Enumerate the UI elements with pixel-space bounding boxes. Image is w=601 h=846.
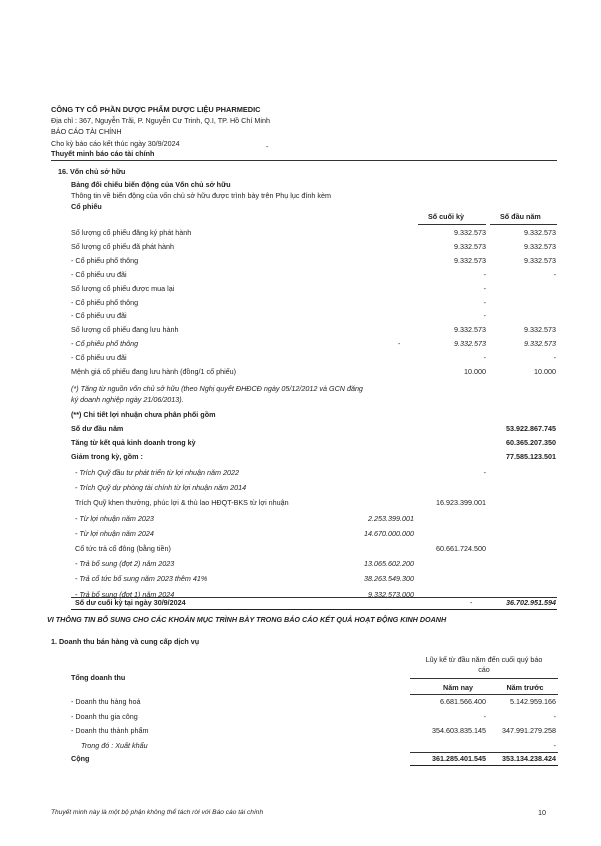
share-row-begin: - [553,269,556,279]
footer-note: Thuyết minh này là một bộ phận không thể tách rời với Báo cáo tài chính [51,809,264,816]
share-row-label: Mệnh giá cổ phiếu đang lưu hành (đồng/1 cổ phiếu) [71,367,237,376]
col-begin-rule [490,224,557,225]
share-row-label: - Cổ phiếu phổ thông [71,297,139,307]
report-period: Cho kỳ báo cáo kết thúc ngày 30/9/2024 [51,139,180,148]
share-row-end: 9.332.573 [454,228,486,237]
share-row-label: - Cổ phiếu phổ thông [71,339,139,349]
notes-title: Thuyết minh báo cáo tài chính [51,149,155,158]
opening-balance-value: 53.922.867.745 [506,424,556,433]
page-number: 10 [538,808,546,817]
share-row-end: - [483,283,486,293]
share-row-begin: 9.332.573 [524,325,556,335]
revenue-col-this: Năm nay [443,683,473,692]
closing-mid-dash: - [470,598,473,607]
report-title: BÁO CÁO TÀI CHÍNH [51,127,122,136]
share-row-mid: - [398,339,401,349]
closing-bottom-rule [71,609,557,610]
revenue-row-this: 6.681.566.400 [440,697,486,706]
revenue-row-prev: - [553,711,556,721]
share-row-label: Số lượng cổ phiếu đăng ký phát hành [71,228,192,237]
decrease-label: Giảm trong kỳ, gồm : [71,452,143,461]
detail-row-label: - Trả bổ sung (đợt 2) năm 2023 [75,559,175,569]
company-address: Địa chỉ : 367, Nguyễn Trãi, P. Nguyễn Cư Trinh, Q.I, TP. Hồ Chí Minh [51,116,270,125]
revenue-header-rule [410,694,558,695]
share-row-begin: 10.000 [534,367,556,376]
profit-heading: (**) Chi tiết lợi nhuận chưa phân phối gồm [71,410,216,419]
detail-row-label: - Từ lợi nhuận năm 2023 [75,513,154,523]
revenue-total-this: 361.285.401.545 [432,754,486,763]
revenue-col-label: Tổng doanh thu [71,673,126,682]
revenue-row-prev: 5.142.959.166 [510,697,556,706]
share-row-label: - Cổ phiếu ưu đãi [71,353,127,363]
share-row-end: 9.332.573 [454,241,486,251]
share-row-label: - Cổ phiếu ưu đãi [71,311,127,321]
section-vi-title: VI THÔNG TIN BỔ SUNG CHO CÁC KHOẢN MỤC TRÌNH BÀY TRONG BÁO CÁO KẾT QUẢ HOẠT ĐỘNG KINH DOANH [47,615,447,624]
section-16-note: Thông tin về biến động của vốn chủ sở hữu được trình bày trên Phụ lục đính kèm [71,191,331,200]
revenue-total-prev: 353.134.238.424 [502,754,556,763]
closing-balance-label: Số dư cuối kỳ tại ngày 30/9/2024 [75,598,186,607]
header-rule [51,160,557,161]
revenue-row-label: Trong đó : Xuất khẩu [81,740,148,750]
section-16-title: 16. Vốn chủ sở hữu [58,167,126,176]
revenue-group-header-2: cáo [478,665,490,674]
detail-row-total: 16.923.399.001 [436,498,486,508]
share-row-begin: 9.332.573 [524,228,556,237]
revenue-row-this: 354.603.835.145 [432,726,486,735]
detail-row-sub: 13.065.602.200 [364,559,414,569]
detail-row-label: - Trích Quỹ đầu tư phát triển từ lợi nhuận năm 2022 [75,468,239,477]
revenue-row-label: - Doanh thu gia công [71,711,138,721]
revenue-row-prev: - [553,740,556,750]
detail-row-label: - Trả bổ sung (đợt 1) năm 2024 [75,589,175,599]
share-row-end: 9.332.573 [454,325,486,335]
detail-row-label: - Trích Quỹ dự phòng tài chính từ lợi nhuận năm 2014 [75,483,247,493]
revenue-total-top-rule [410,752,558,753]
detail-row-total: - [483,468,486,477]
share-row-end: - [483,311,486,321]
share-row-label: - Cổ phiếu ưu đãi [71,269,127,279]
share-row-label: Số lượng cổ phiếu đang lưu hành [71,325,179,335]
share-row-begin: 9.332.573 [524,241,556,251]
revenue-group-rule [410,678,558,679]
section-16-subtitle: Bảng đối chiếu biến động của Vốn chủ sở hữu [71,180,231,189]
detail-row-total: 60.661.724.500 [436,544,486,553]
share-row-begin: 9.332.573 [524,255,556,265]
closing-balance-value: 36.702.951.594 [506,598,556,607]
col-begin-header: Số đầu năm [500,212,541,221]
shares-heading: Cổ phiếu [71,202,102,211]
detail-row-sub: 38.263.549.300 [364,574,414,584]
revenue-total-bottom-rule [410,765,558,766]
footnote-line-1: (*) Tăng từ nguồn vốn chủ sở hữu (theo Nghị quyết ĐHĐCĐ ngày 05/12/2012 và GCN đăng [71,384,363,393]
decrease-value: 77.585.123.501 [506,452,556,461]
share-row-label: Số lượng cổ phiếu được mua lại [71,283,175,293]
detail-row-label: Trích Quỹ khen thưởng, phúc lợi & thù lao HĐQT-BKS từ lợi nhuận [75,498,289,508]
detail-row-sub: 9.332.573.000 [368,589,414,599]
share-row-label: Số lượng cổ phiếu đã phát hành [71,241,175,251]
share-row-begin: 9.332.573 [524,339,556,349]
col-end-header: Số cuối kỳ [428,212,464,221]
revenue-subtitle: 1. Doanh thu bán hàng và cung cấp dịch vụ [51,637,200,646]
increase-value: 60.365.207.350 [506,438,556,447]
detail-row-sub: 2.253.399.001 [368,513,414,523]
revenue-row-this: - [483,711,486,721]
header-dash: - [266,142,269,151]
increase-label: Tăng từ kết quả kinh doanh trong kỳ [71,438,196,447]
share-row-end: 9.332.573 [454,255,486,265]
company-name: CÔNG TY CỔ PHẦN DƯỢC PHẨM DƯỢC LIỆU PHARMEDIC [51,105,261,114]
revenue-total-label: Cộng [71,754,90,763]
revenue-row-label: - Doanh thu hàng hoá [71,697,141,706]
share-row-end: 10.000 [464,367,486,376]
share-row-begin: - [553,353,556,363]
col-end-rule [418,224,486,225]
share-row-label: - Cổ phiếu phổ thông [71,255,139,265]
detail-row-label: - Trả cổ tức bổ sung năm 2023 thêm 41% [75,574,208,584]
share-row-end: - [483,353,486,363]
share-row-end: - [483,297,486,307]
opening-balance-label: Số dư đầu năm [71,424,124,433]
revenue-row-label: - Doanh thu thành phẩm [71,726,149,735]
footnote-line-2: ký doanh nghiệp ngày 21/06/2013). [71,395,184,404]
share-row-end: 9.332.573 [454,339,486,349]
detail-row-label: - Từ lợi nhuận năm 2024 [75,528,154,538]
share-row-end: - [483,269,486,279]
revenue-group-header-1: Lũy kế từ đầu năm đến cuối quý báo [425,655,543,664]
detail-row-label: Cổ tức trả cổ đông (bằng tiền) [75,544,171,553]
revenue-row-prev: 347.991.279.258 [502,726,556,735]
revenue-col-prev: Năm trước [506,683,544,692]
detail-row-sub: 14.670.000.000 [364,528,414,538]
